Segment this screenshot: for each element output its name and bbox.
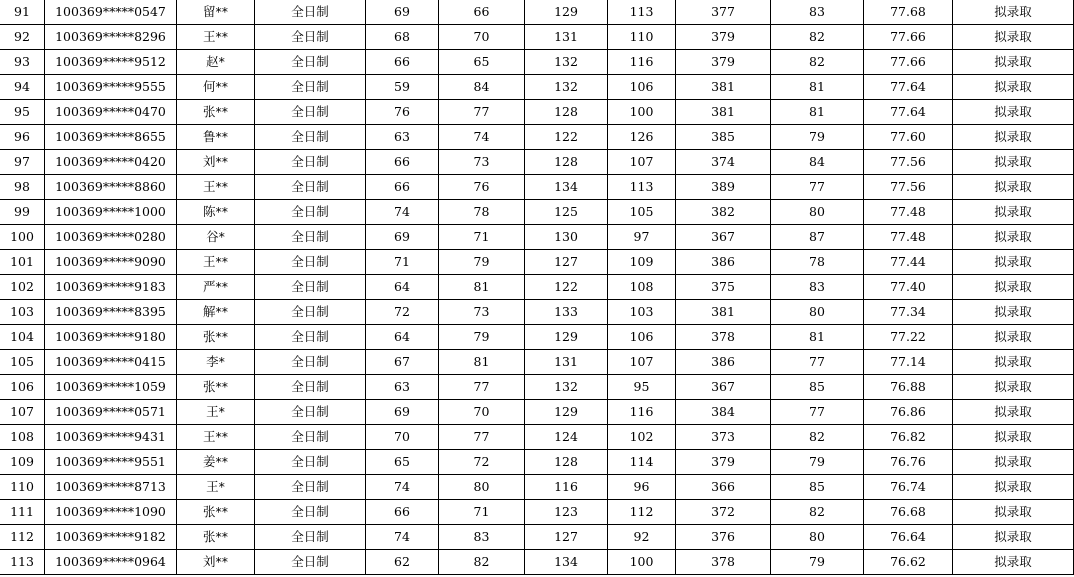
score-4-cell: 113: [608, 0, 676, 25]
table-row: [0, 525, 1074, 550]
table-row: [0, 475, 1074, 500]
score-1-cell: 66: [366, 150, 439, 175]
exam-id-cell: 100369*****8296: [45, 25, 177, 50]
interview-score-cell: 85: [771, 375, 864, 400]
study-mode-cell: 全日制: [255, 125, 366, 150]
score-2-cell: 72: [439, 450, 525, 475]
score-1-cell: 72: [366, 300, 439, 325]
score-4-cell: 92: [608, 525, 676, 550]
score-3-cell: 129: [525, 400, 608, 425]
score-1-cell: 63: [366, 125, 439, 150]
score-4-cell: 112: [608, 500, 676, 525]
interview-score-cell: 83: [771, 275, 864, 300]
table-row: [0, 250, 1074, 275]
final-score-cell: 76.68: [864, 500, 953, 525]
score-3-cell: 128: [525, 150, 608, 175]
score-3-cell: 132: [525, 75, 608, 100]
final-score-cell: 77.66: [864, 50, 953, 75]
score-4-cell: 105: [608, 200, 676, 225]
exam-id-cell: 100369*****9183: [45, 275, 177, 300]
score-1-cell: 69: [366, 0, 439, 25]
seq-cell: 95: [0, 100, 45, 125]
score-4-cell: 103: [608, 300, 676, 325]
interview-score-cell: 82: [771, 25, 864, 50]
exam-id-cell: 100369*****1000: [45, 200, 177, 225]
name-cell: 姜**: [177, 450, 255, 475]
score-3-cell: 132: [525, 50, 608, 75]
score-4-cell: 110: [608, 25, 676, 50]
final-score-cell: 76.76: [864, 450, 953, 475]
score-1-cell: 62: [366, 550, 439, 575]
seq-cell: 105: [0, 350, 45, 375]
total-score-cell: 384: [676, 400, 771, 425]
exam-id-cell: 100369*****0964: [45, 550, 177, 575]
name-cell: 张**: [177, 375, 255, 400]
exam-id-cell: 100369*****8395: [45, 300, 177, 325]
name-cell: 鲁**: [177, 125, 255, 150]
final-score-cell: 77.22: [864, 325, 953, 350]
final-score-cell: 77.14: [864, 350, 953, 375]
seq-cell: 102: [0, 275, 45, 300]
score-1-cell: 66: [366, 175, 439, 200]
study-mode-cell: 全日制: [255, 200, 366, 225]
score-1-cell: 65: [366, 450, 439, 475]
score-1-cell: 76: [366, 100, 439, 125]
name-cell: 张**: [177, 100, 255, 125]
study-mode-cell: 全日制: [255, 375, 366, 400]
exam-id-cell: 100369*****9090: [45, 250, 177, 275]
interview-score-cell: 80: [771, 200, 864, 225]
score-4-cell: 107: [608, 350, 676, 375]
name-cell: 王**: [177, 25, 255, 50]
status-cell: 拟录取: [953, 75, 1074, 100]
table-row: [0, 0, 1074, 25]
table-row: [0, 375, 1074, 400]
interview-score-cell: 78: [771, 250, 864, 275]
score-2-cell: 84: [439, 75, 525, 100]
name-cell: 王**: [177, 175, 255, 200]
status-cell: 拟录取: [953, 50, 1074, 75]
interview-score-cell: 79: [771, 125, 864, 150]
name-cell: 谷*: [177, 225, 255, 250]
seq-cell: 93: [0, 50, 45, 75]
interview-score-cell: 80: [771, 300, 864, 325]
total-score-cell: 366: [676, 475, 771, 500]
final-score-cell: 77.60: [864, 125, 953, 150]
score-3-cell: 129: [525, 325, 608, 350]
total-score-cell: 372: [676, 500, 771, 525]
status-cell: 拟录取: [953, 425, 1074, 450]
table-row: [0, 200, 1074, 225]
status-cell: 拟录取: [953, 300, 1074, 325]
table-row: [0, 350, 1074, 375]
score-2-cell: 77: [439, 100, 525, 125]
total-score-cell: 389: [676, 175, 771, 200]
interview-score-cell: 77: [771, 350, 864, 375]
name-cell: 王*: [177, 475, 255, 500]
score-2-cell: 66: [439, 0, 525, 25]
total-score-cell: 374: [676, 150, 771, 175]
score-1-cell: 66: [366, 500, 439, 525]
seq-cell: 91: [0, 0, 45, 25]
seq-cell: 108: [0, 425, 45, 450]
study-mode-cell: 全日制: [255, 525, 366, 550]
name-cell: 严**: [177, 275, 255, 300]
score-2-cell: 65: [439, 50, 525, 75]
total-score-cell: 379: [676, 25, 771, 50]
table-row: [0, 550, 1074, 575]
final-score-cell: 77.64: [864, 75, 953, 100]
score-4-cell: 102: [608, 425, 676, 450]
study-mode-cell: 全日制: [255, 250, 366, 275]
study-mode-cell: 全日制: [255, 150, 366, 175]
final-score-cell: 76.82: [864, 425, 953, 450]
total-score-cell: 386: [676, 350, 771, 375]
study-mode-cell: 全日制: [255, 325, 366, 350]
score-2-cell: 73: [439, 300, 525, 325]
study-mode-cell: 全日制: [255, 350, 366, 375]
score-3-cell: 128: [525, 100, 608, 125]
score-2-cell: 74: [439, 125, 525, 150]
status-cell: 拟录取: [953, 375, 1074, 400]
seq-cell: 98: [0, 175, 45, 200]
score-3-cell: 116: [525, 475, 608, 500]
score-2-cell: 71: [439, 225, 525, 250]
status-cell: 拟录取: [953, 0, 1074, 25]
table-row: [0, 175, 1074, 200]
score-4-cell: 107: [608, 150, 676, 175]
total-score-cell: 382: [676, 200, 771, 225]
status-cell: 拟录取: [953, 550, 1074, 575]
seq-cell: 96: [0, 125, 45, 150]
score-2-cell: 81: [439, 350, 525, 375]
table-row: [0, 100, 1074, 125]
exam-id-cell: 100369*****8655: [45, 125, 177, 150]
table-row: [0, 425, 1074, 450]
seq-cell: 103: [0, 300, 45, 325]
name-cell: 张**: [177, 525, 255, 550]
score-2-cell: 76: [439, 175, 525, 200]
name-cell: 王**: [177, 250, 255, 275]
score-4-cell: 116: [608, 400, 676, 425]
total-score-cell: 379: [676, 450, 771, 475]
study-mode-cell: 全日制: [255, 25, 366, 50]
final-score-cell: 77.56: [864, 175, 953, 200]
score-4-cell: 106: [608, 325, 676, 350]
status-cell: 拟录取: [953, 475, 1074, 500]
score-3-cell: 127: [525, 250, 608, 275]
score-1-cell: 68: [366, 25, 439, 50]
score-1-cell: 69: [366, 225, 439, 250]
final-score-cell: 77.44: [864, 250, 953, 275]
total-score-cell: 381: [676, 100, 771, 125]
interview-score-cell: 82: [771, 500, 864, 525]
total-score-cell: 377: [676, 0, 771, 25]
seq-cell: 113: [0, 550, 45, 575]
final-score-cell: 77.40: [864, 275, 953, 300]
score-2-cell: 71: [439, 500, 525, 525]
study-mode-cell: 全日制: [255, 550, 366, 575]
status-cell: 拟录取: [953, 25, 1074, 50]
score-3-cell: 123: [525, 500, 608, 525]
score-4-cell: 100: [608, 550, 676, 575]
study-mode-cell: 全日制: [255, 500, 366, 525]
exam-id-cell: 100369*****9431: [45, 425, 177, 450]
score-4-cell: 106: [608, 75, 676, 100]
interview-score-cell: 82: [771, 50, 864, 75]
exam-id-cell: 100369*****0280: [45, 225, 177, 250]
status-cell: 拟录取: [953, 150, 1074, 175]
study-mode-cell: 全日制: [255, 275, 366, 300]
total-score-cell: 367: [676, 375, 771, 400]
table-row: [0, 50, 1074, 75]
score-4-cell: 100: [608, 100, 676, 125]
score-4-cell: 96: [608, 475, 676, 500]
seq-cell: 97: [0, 150, 45, 175]
name-cell: 刘**: [177, 150, 255, 175]
total-score-cell: 381: [676, 300, 771, 325]
score-1-cell: 69: [366, 400, 439, 425]
status-cell: 拟录取: [953, 350, 1074, 375]
exam-id-cell: 100369*****0420: [45, 150, 177, 175]
score-3-cell: 128: [525, 450, 608, 475]
score-4-cell: 97: [608, 225, 676, 250]
score-2-cell: 79: [439, 325, 525, 350]
status-cell: 拟录取: [953, 275, 1074, 300]
table-row: [0, 150, 1074, 175]
status-cell: 拟录取: [953, 225, 1074, 250]
total-score-cell: 378: [676, 550, 771, 575]
score-2-cell: 79: [439, 250, 525, 275]
table-row: [0, 275, 1074, 300]
score-3-cell: 131: [525, 350, 608, 375]
score-3-cell: 122: [525, 275, 608, 300]
name-cell: 李*: [177, 350, 255, 375]
score-2-cell: 81: [439, 275, 525, 300]
interview-score-cell: 83: [771, 0, 864, 25]
seq-cell: 94: [0, 75, 45, 100]
status-cell: 拟录取: [953, 400, 1074, 425]
score-3-cell: 131: [525, 25, 608, 50]
interview-score-cell: 79: [771, 450, 864, 475]
status-cell: 拟录取: [953, 200, 1074, 225]
score-1-cell: 67: [366, 350, 439, 375]
status-cell: 拟录取: [953, 525, 1074, 550]
seq-cell: 106: [0, 375, 45, 400]
score-3-cell: 132: [525, 375, 608, 400]
final-score-cell: 77.66: [864, 25, 953, 50]
score-3-cell: 122: [525, 125, 608, 150]
interview-score-cell: 81: [771, 325, 864, 350]
final-score-cell: 76.86: [864, 400, 953, 425]
exam-id-cell: 100369*****9555: [45, 75, 177, 100]
table-row: [0, 75, 1074, 100]
status-cell: 拟录取: [953, 175, 1074, 200]
seq-cell: 111: [0, 500, 45, 525]
score-1-cell: 66: [366, 50, 439, 75]
total-score-cell: 378: [676, 325, 771, 350]
seq-cell: 100: [0, 225, 45, 250]
study-mode-cell: 全日制: [255, 450, 366, 475]
table-row: [0, 450, 1074, 475]
exam-id-cell: 100369*****1090: [45, 500, 177, 525]
status-cell: 拟录取: [953, 250, 1074, 275]
status-cell: 拟录取: [953, 500, 1074, 525]
exam-id-cell: 100369*****9512: [45, 50, 177, 75]
exam-id-cell: 100369*****9180: [45, 325, 177, 350]
score-2-cell: 70: [439, 400, 525, 425]
interview-score-cell: 77: [771, 175, 864, 200]
seq-cell: 99: [0, 200, 45, 225]
status-cell: 拟录取: [953, 325, 1074, 350]
final-score-cell: 76.88: [864, 375, 953, 400]
interview-score-cell: 85: [771, 475, 864, 500]
interview-score-cell: 81: [771, 75, 864, 100]
total-score-cell: 367: [676, 225, 771, 250]
score-3-cell: 133: [525, 300, 608, 325]
study-mode-cell: 全日制: [255, 50, 366, 75]
total-score-cell: 379: [676, 50, 771, 75]
final-score-cell: 77.48: [864, 200, 953, 225]
study-mode-cell: 全日制: [255, 225, 366, 250]
score-3-cell: 125: [525, 200, 608, 225]
score-1-cell: 64: [366, 325, 439, 350]
name-cell: 张**: [177, 325, 255, 350]
table-row: [0, 325, 1074, 350]
final-score-cell: 76.62: [864, 550, 953, 575]
name-cell: 陈**: [177, 200, 255, 225]
score-1-cell: 74: [366, 475, 439, 500]
exam-id-cell: 100369*****0547: [45, 0, 177, 25]
name-cell: 留**: [177, 0, 255, 25]
final-score-cell: 76.74: [864, 475, 953, 500]
study-mode-cell: 全日制: [255, 75, 366, 100]
study-mode-cell: 全日制: [255, 475, 366, 500]
score-3-cell: 127: [525, 525, 608, 550]
total-score-cell: 381: [676, 75, 771, 100]
score-3-cell: 124: [525, 425, 608, 450]
exam-id-cell: 100369*****9182: [45, 525, 177, 550]
status-cell: 拟录取: [953, 450, 1074, 475]
interview-score-cell: 80: [771, 525, 864, 550]
table-row: [0, 500, 1074, 525]
study-mode-cell: 全日制: [255, 100, 366, 125]
study-mode-cell: 全日制: [255, 425, 366, 450]
score-2-cell: 70: [439, 25, 525, 50]
interview-score-cell: 87: [771, 225, 864, 250]
score-1-cell: 63: [366, 375, 439, 400]
score-4-cell: 108: [608, 275, 676, 300]
score-1-cell: 74: [366, 200, 439, 225]
exam-id-cell: 100369*****0415: [45, 350, 177, 375]
name-cell: 张**: [177, 500, 255, 525]
score-2-cell: 80: [439, 475, 525, 500]
seq-cell: 101: [0, 250, 45, 275]
name-cell: 解**: [177, 300, 255, 325]
score-3-cell: 134: [525, 175, 608, 200]
score-2-cell: 83: [439, 525, 525, 550]
exam-id-cell: 100369*****1059: [45, 375, 177, 400]
total-score-cell: 373: [676, 425, 771, 450]
table-row: [0, 125, 1074, 150]
score-3-cell: 130: [525, 225, 608, 250]
total-score-cell: 376: [676, 525, 771, 550]
final-score-cell: 77.48: [864, 225, 953, 250]
score-4-cell: 109: [608, 250, 676, 275]
score-4-cell: 95: [608, 375, 676, 400]
score-4-cell: 126: [608, 125, 676, 150]
interview-score-cell: 77: [771, 400, 864, 425]
name-cell: 刘**: [177, 550, 255, 575]
status-cell: 拟录取: [953, 125, 1074, 150]
exam-id-cell: 100369*****0571: [45, 400, 177, 425]
study-mode-cell: 全日制: [255, 400, 366, 425]
seq-cell: 112: [0, 525, 45, 550]
final-score-cell: 77.68: [864, 0, 953, 25]
score-1-cell: 64: [366, 275, 439, 300]
total-score-cell: 385: [676, 125, 771, 150]
final-score-cell: 77.34: [864, 300, 953, 325]
score-3-cell: 129: [525, 0, 608, 25]
final-score-cell: 77.56: [864, 150, 953, 175]
score-2-cell: 77: [439, 375, 525, 400]
final-score-cell: 77.64: [864, 100, 953, 125]
table-row: [0, 400, 1074, 425]
interview-score-cell: 82: [771, 425, 864, 450]
total-score-cell: 375: [676, 275, 771, 300]
table-row: [0, 25, 1074, 50]
score-2-cell: 82: [439, 550, 525, 575]
exam-id-cell: 100369*****0470: [45, 100, 177, 125]
seq-cell: 104: [0, 325, 45, 350]
interview-score-cell: 84: [771, 150, 864, 175]
name-cell: 王**: [177, 425, 255, 450]
seq-cell: 107: [0, 400, 45, 425]
exam-id-cell: 100369*****8860: [45, 175, 177, 200]
name-cell: 王*: [177, 400, 255, 425]
total-score-cell: 386: [676, 250, 771, 275]
study-mode-cell: 全日制: [255, 175, 366, 200]
exam-id-cell: 100369*****9551: [45, 450, 177, 475]
interview-score-cell: 81: [771, 100, 864, 125]
score-2-cell: 77: [439, 425, 525, 450]
exam-id-cell: 100369*****8713: [45, 475, 177, 500]
score-1-cell: 59: [366, 75, 439, 100]
table-row: [0, 225, 1074, 250]
score-3-cell: 134: [525, 550, 608, 575]
name-cell: 何**: [177, 75, 255, 100]
study-mode-cell: 全日制: [255, 300, 366, 325]
study-mode-cell: 全日制: [255, 0, 366, 25]
seq-cell: 92: [0, 25, 45, 50]
seq-cell: 110: [0, 475, 45, 500]
score-1-cell: 74: [366, 525, 439, 550]
table-row: [0, 300, 1074, 325]
score-2-cell: 73: [439, 150, 525, 175]
score-4-cell: 113: [608, 175, 676, 200]
interview-score-cell: 79: [771, 550, 864, 575]
score-1-cell: 70: [366, 425, 439, 450]
final-score-cell: 76.64: [864, 525, 953, 550]
score-4-cell: 116: [608, 50, 676, 75]
status-cell: 拟录取: [953, 100, 1074, 125]
score-1-cell: 71: [366, 250, 439, 275]
score-4-cell: 114: [608, 450, 676, 475]
score-2-cell: 78: [439, 200, 525, 225]
name-cell: 赵*: [177, 50, 255, 75]
seq-cell: 109: [0, 450, 45, 475]
